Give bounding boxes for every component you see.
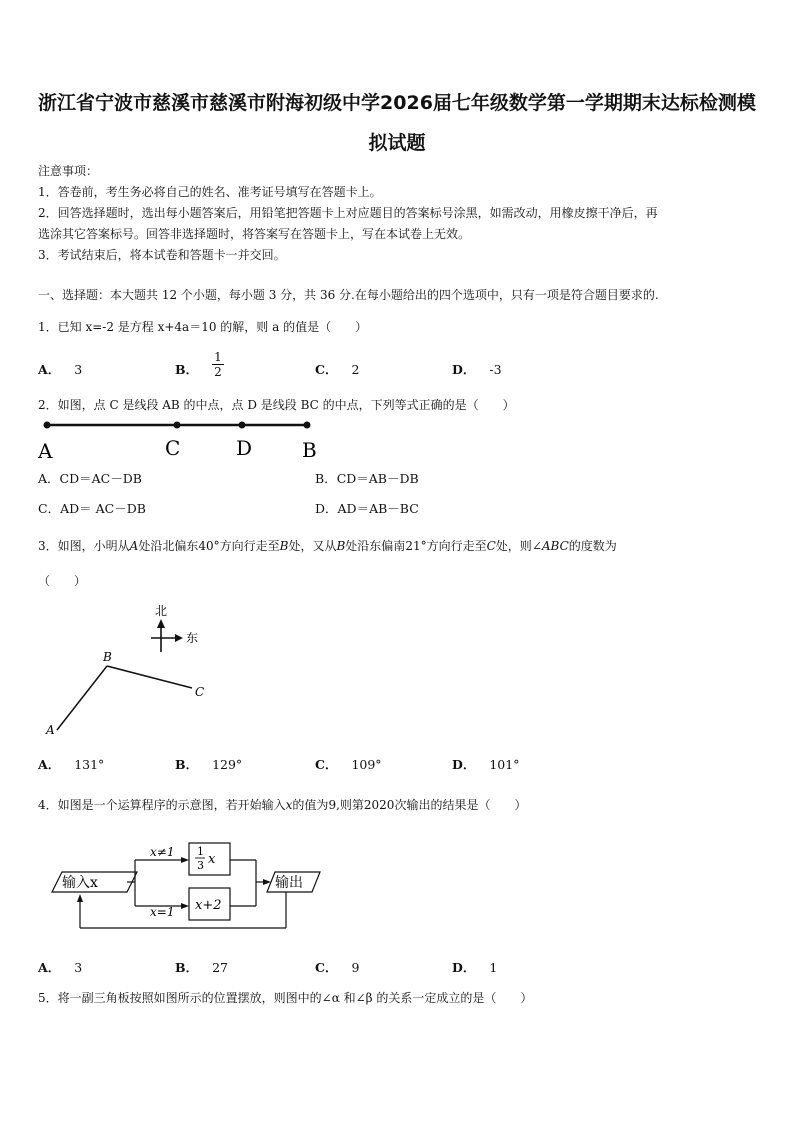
point-c-label: C <box>195 685 205 699</box>
east-arrow-icon <box>175 634 183 642</box>
page-title-line2: 拟试题 <box>368 132 426 154</box>
notice-item-2-line-2: 选涂其它答案标号。回答非选择题时，将答案写在答题卡上，写在本试卷上无效。 <box>38 227 471 241</box>
point-c-dot <box>174 422 181 429</box>
op-top-denominator: 3 <box>197 859 204 872</box>
point-a-dot <box>44 422 51 429</box>
output-label: 输出 <box>275 875 303 891</box>
direction-figure <box>30 600 230 740</box>
flowchart-figure <box>40 832 330 936</box>
q1-option-c[interactable]: C． 2 <box>315 362 360 377</box>
q3-option-c[interactable]: C． 109° <box>315 757 382 772</box>
point-a-label: A <box>46 723 55 737</box>
segment-figure <box>30 414 330 464</box>
north-arrow-icon <box>157 619 165 628</box>
q1-option-a[interactable]: A． 3 <box>38 362 83 377</box>
point-c-label: C <box>165 436 181 460</box>
q2-option-b[interactable]: B．CD＝AB－DB <box>315 471 419 486</box>
question-3-stem: 3．如图，小明从A处沿北偏东40°方向行走至B处，又从B处沿东偏南21°方向行走至C处，则∠ABC的度数为 <box>38 539 617 553</box>
north-label: 北 <box>155 604 168 618</box>
loop-arrow-icon <box>77 894 83 902</box>
q1-option-d[interactable]: D． -3 <box>452 362 502 377</box>
q4-option-b[interactable]: B． 27 <box>175 960 228 975</box>
q4-option-c[interactable]: C． 9 <box>315 960 360 975</box>
top-branch-arrow-icon <box>181 857 189 863</box>
question-1-stem: 1．已知 x=-2 是方程 x+4a＝10 的解，则 a 的值是（ ） <box>38 320 368 334</box>
q4-option-a[interactable]: A． 3 <box>38 960 83 975</box>
question-4-stem: 4．如图是一个运算程序的示意图，若开始输入x的值为9,则第2020次输出的结果是（ ） <box>38 798 527 812</box>
path-ab <box>57 666 107 730</box>
question-5-stem: 5．将一副三角板按照如图所示的位置摆放，则图中的∠α 和∠β 的关系一定成立的是（ ） <box>38 991 533 1005</box>
point-a-label: A <box>38 439 53 463</box>
op-bottom-label: x+2 <box>195 898 222 913</box>
section-heading: 一、选择题：本大题共 12 个小题，每小题 3 分，共 36 分.在每小题给出的四个选项中，只有一项是符合题目要求的. <box>38 288 659 302</box>
op-top-x: x <box>208 852 216 867</box>
q3-option-a[interactable]: A． 131° <box>38 757 105 772</box>
page-title-line1: 浙江省宁波市慈溪市慈溪市附海初级中学2026届七年级数学第一学期期末达标检测模 <box>38 92 756 114</box>
notice-item-3: 3．考试结束后，将本试卷和答题卡一并交回。 <box>38 248 286 262</box>
point-b-label: B <box>302 438 317 462</box>
q3-option-d[interactable]: D． 101° <box>452 757 520 772</box>
point-b-dot <box>304 422 311 429</box>
input-label: 输入x <box>62 875 98 891</box>
question-3-stem-line-2: （ ） <box>38 574 87 588</box>
op-top-numerator: 1 <box>197 845 204 858</box>
notice-item-1: 1．答卷前，考生务必将自己的姓名、准考证号填写在答题卡上。 <box>38 185 382 199</box>
q2-option-d[interactable]: D．AD＝AB－BC <box>315 501 419 516</box>
notice-item-2-line-1: 2．回答选择题时，选出每小题答案后，用铅笔把答题卡上对应题目的答案标号涂黑，如需改动，用橡皮擦干净后，再 <box>38 206 658 220</box>
point-d-label: D <box>236 436 253 460</box>
q2-option-a[interactable]: A．CD＝AC－DB <box>38 471 142 486</box>
path-bc <box>107 666 192 688</box>
cond-bottom-label: x=1 <box>150 905 175 919</box>
cond-top-label: x≠1 <box>150 845 175 859</box>
q4-option-d[interactable]: D． 1 <box>452 960 498 975</box>
point-d-dot <box>239 422 246 429</box>
q1-option-b[interactable]: B． $\frac{1}{2}$ <box>175 350 222 379</box>
fraction: $\frac{1}{2}$ <box>214 350 222 379</box>
question-2-stem: 2．如图，点 C 是线段 AB 的中点，点 D 是线段 BC 的中点，下列等式正确的是（ ） <box>38 398 515 412</box>
bottom-branch-arrow-icon <box>181 903 189 909</box>
point-b-label: B <box>103 650 112 664</box>
notice-heading: 注意事项： <box>38 164 99 178</box>
q2-option-c[interactable]: C．AD＝ AC－DB <box>38 501 146 516</box>
q3-option-b[interactable]: B． 129° <box>175 757 243 772</box>
east-label: 东 <box>186 631 199 645</box>
